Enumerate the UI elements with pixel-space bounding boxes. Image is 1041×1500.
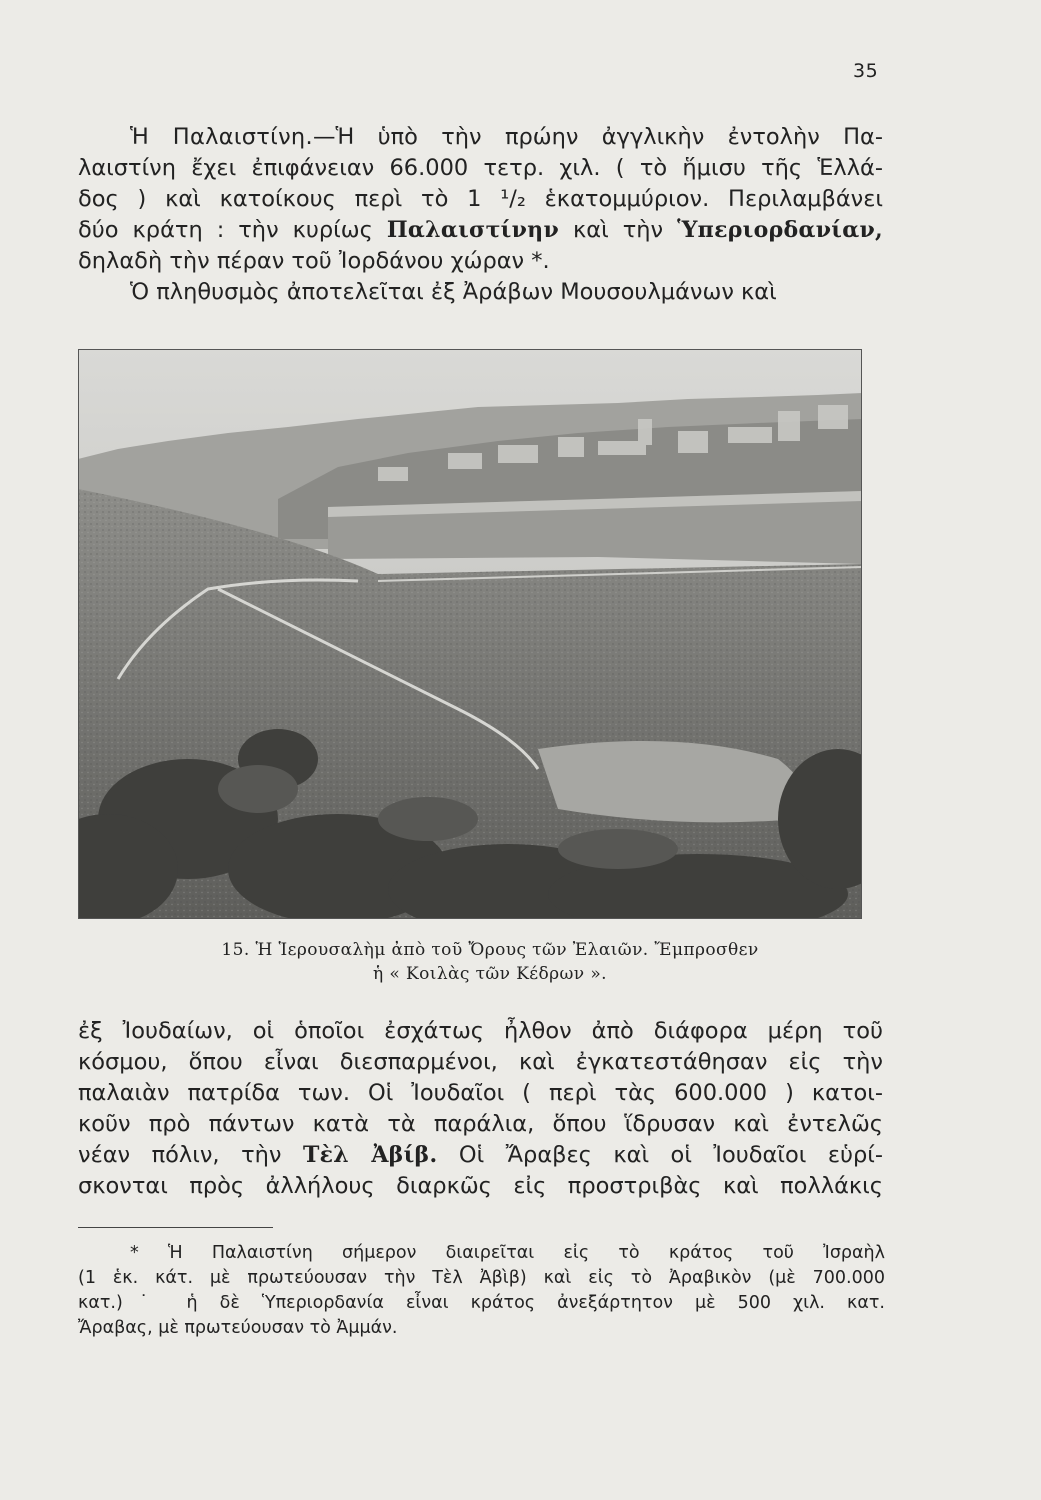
page-number: 35 [853,60,879,82]
caption-line-2: ἡ « Κοιλὰς τῶν Κέδρων ». [373,964,607,984]
footnote-line-4: Ἄραβας, μὲ πρωτεύουσαν τὸ Ἀμμάν. [78,1318,398,1338]
caption-line-1: 15. Ἡ Ἱερουσαλὴμ ἀπὸ τοῦ Ὄρους τῶν Ἐλαιῶν. Ἔμπροσθεν [221,940,759,960]
intro-line-1: Ἡ Παλαιστίνη.—Ἡ ὑπὸ τὴν πρώην ἀγγλικὴν ἐντολὴν Πα- [130,124,884,150]
intro-line-4: δύο κράτη : τὴν κυρίως Παλαιστίνην καὶ τὴν Ὑπεριορδανίαν, [78,217,883,243]
footnote-line-1: * Ἡ Παλαιστίνη σήμερον διαιρεῖται εἰς τὸ κράτος τοῦ Ἰσραὴλ [130,1243,885,1263]
jerusalem-photo [78,349,862,919]
para3-line-1: ἐξ Ἰουδαίων, οἱ ὁποῖοι ἐσχάτως ἦλθον ἀπὸ διάφορα μέρη τοῦ [78,1018,883,1044]
intro-line-2: λαιστίνη ἔχει ἐπιφάνειαν 66.000 τετρ. χιλ. ( τὸ ἥμισυ τῆς Ἑλλά- [78,155,883,181]
section-heading: Ἡ Παλαιστίνη. [130,124,313,150]
bold-term-palestine: Παλαιστίνην [386,217,560,243]
bold-term-transjordan: Ὑπεριορδανίαν, [677,217,883,243]
population-line: Ὁ πληθυσμὸς ἀποτελεῖται ἐξ Ἀράβων Μουσουλμάνων καὶ [130,279,777,305]
intro-paragraph [78,122,883,308]
intro-line-5: δηλαδὴ τὴν πέραν τοῦ Ἰορδάνου χώραν *. [78,248,550,274]
footnote-line-2: (1 ἑκ. κάτ. μὲ πρωτεύουσαν τὴν Τὲλ Ἀβὶβ) καὶ εἰς τὸ Ἀραβικὸν (μὲ 700.000 [78,1268,885,1288]
continuation-paragraph [78,1016,883,1202]
footnote-line-3: κατ.)˙ ἡ δὲ Ὑπεριορδανία εἶναι κράτος ἀνεξάρτητον μὲ 500 χιλ. κατ. [78,1293,885,1313]
para3-line-4: κοῦν πρὸ πάντων κατὰ τὰ παράλια, ὅπου ἵδρυσαν καὶ ἐντελῶς [78,1111,883,1137]
para3-line-5: νέαν πόλιν, τὴν Τὲλ Ἀβίβ. Οἱ Ἄραβες καὶ οἱ Ἰουδαῖοι εὑρί- [78,1142,884,1168]
footnote [78,1241,885,1341]
para3-line-2: κόσμου, ὅπου εἶναι διεσπαρμένοι, καὶ ἐγκατεστάθησαν εἰς τὴν [78,1049,883,1075]
figure-caption [100,938,880,986]
intro-line-3: δος ) καὶ κατοίκους περὶ τὸ 1 ¹/₂ ἑκατομμύριον. Περιλαμβάνει [78,186,883,212]
para3-line-3: παλαιὰν πατρίδα των. Οἱ Ἰουδαῖοι ( περὶ τὰς 600.000 ) κατοι- [78,1080,883,1106]
para3-line-6: σκονται πρὸς ἀλλήλους διαρκῶς εἰς προστριβὰς καὶ πολλάκις [78,1173,883,1199]
footnote-divider [78,1227,273,1228]
bold-term-tel-aviv: Τὲλ Ἀβίβ. [302,1142,438,1168]
